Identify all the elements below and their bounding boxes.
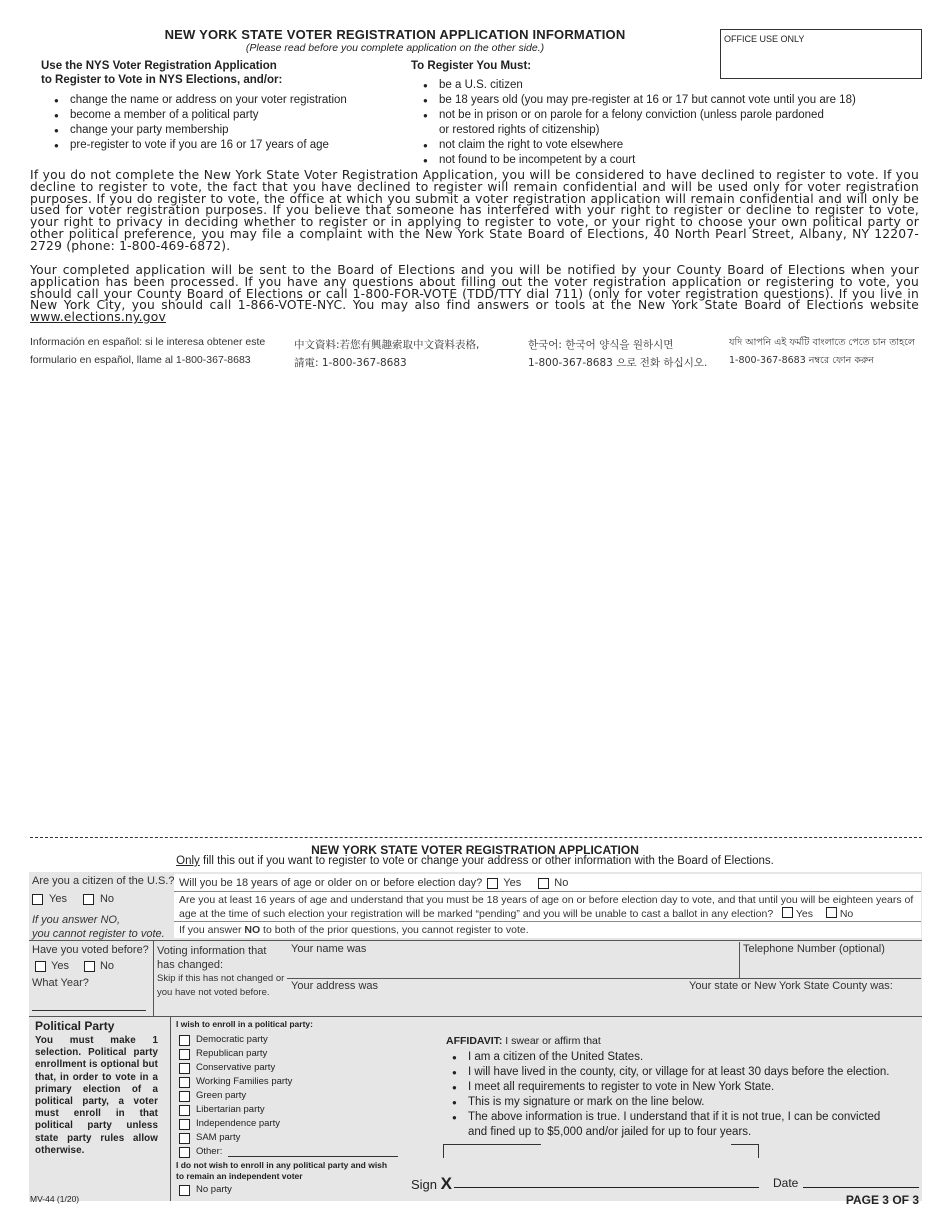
party-list <box>179 1033 398 1159</box>
citizen-no-checkbox[interactable] <box>83 894 94 905</box>
lang-spanish-line-1: Información en español: si le interesa obtener este <box>30 336 266 348</box>
affidavit-item: ● I meet all requirements to register to vote in New York State. <box>450 1080 889 1095</box>
citizen-question: Are you a citizen of the U.S.? <box>32 875 175 887</box>
voted-options <box>35 960 114 972</box>
party-option <box>179 1061 398 1075</box>
party-option <box>179 1103 398 1117</box>
must-item: ● be 18 years old (you may pre-register at 16 or 17 but cannot vote until you are 18) <box>421 93 856 108</box>
party-checkbox[interactable] <box>179 1077 190 1088</box>
party-option <box>179 1131 398 1145</box>
no-enroll-line-1: I do not wish to enroll in any political party and wish <box>176 1160 388 1170</box>
must-heading: To Register You Must: <box>411 60 532 72</box>
skip-note <box>157 972 284 1000</box>
party-note: You must make 1 selection. Political party enrollment is optional but that, in order to vote in a primary election of a political party, a voter must enroll in that political party unless state party rules allow otherwise. <box>35 1035 158 1156</box>
use-item: ● change your party membership <box>52 123 347 138</box>
must-item: ● not be in prison or on parole for a felony conviction (unless parole pardoned <box>421 108 856 123</box>
field-divider <box>287 978 921 979</box>
party-checkbox[interactable] <box>179 1049 190 1060</box>
party-option <box>179 1089 398 1103</box>
lang-spanish-line-2: formulario en español, llame al 1-800-367-8683 <box>30 354 251 366</box>
what-year-input[interactable] <box>32 1010 146 1011</box>
party-label: SAM party <box>196 1132 241 1143</box>
citizen-note-line-1: If you answer NO, <box>32 914 121 926</box>
sign-label-text: Sign <box>411 1177 438 1192</box>
no-enroll-heading <box>176 1160 387 1181</box>
party-checkbox[interactable] <box>179 1105 190 1116</box>
party-label: Democratic party <box>196 1034 268 1045</box>
use-heading-line-1: Use the NYS Voter Registration Application <box>41 60 277 72</box>
form-subtitle <box>0 855 950 867</box>
age-yes-checkbox[interactable] <box>487 878 498 889</box>
affidavit-item: ● The above information is true. I understand that if it is not true, I can be convicted <box>450 1110 889 1125</box>
use-item: ● pre-register to vote if you are 16 or 17 years of age <box>52 138 347 153</box>
party-option <box>179 1033 398 1047</box>
processing-paragraph <box>30 265 919 324</box>
party-label: Independence party <box>196 1118 280 1129</box>
cut-line <box>30 837 922 838</box>
lang-bengali-line-1: যদি আপনি এই ফর্মটি বাংলাতে পেতে চান তাহলে <box>729 337 915 348</box>
party-label: Republican party <box>196 1048 268 1059</box>
party-label: Libertarian party <box>196 1104 265 1115</box>
party-label: Conservative party <box>196 1062 276 1073</box>
citizen-options <box>32 893 114 905</box>
other-party-input[interactable] <box>228 1147 398 1157</box>
must-item: ● not found to be incompetent by a court <box>421 153 856 168</box>
date-line[interactable] <box>803 1187 919 1188</box>
no-party-label: No party <box>196 1184 232 1195</box>
privacy-paragraph: If you do not complete the New York State Voter Registration Application, you will be considered to have declined to register to vote. If you decline to register to vote, the fact that you have declined to register will remain confidential and will be used only for voter registration purposes. If you do register to vote, the office at which you submit a voter registration application will remain confidential and will only be used for voter registration purposes. If you believe that someone has interfered with your right to register or decline to register to vote, your right to privacy in deciding whether to register or in applying to register to vote, or your right to choose your own political party or other political preference, you may file a complaint with the New York State Board of Elections, 40 North Pearl Street, Albany, NY 12207-2729 (phone: 1-800-469-6872). <box>30 168 919 253</box>
age16-yes-label: Yes <box>795 908 813 920</box>
no-both-note-pre: If you answer <box>179 924 245 936</box>
voting-info-line-2: has changed: <box>157 959 224 971</box>
age16-no-checkbox[interactable] <box>826 907 837 918</box>
info-title: NEW YORK STATE VOTER REGISTRATION APPLICATION INFORMATION <box>164 27 626 42</box>
use-heading-line-2: to Register to Vote in NYS Elections, and/or: <box>41 73 283 86</box>
voted-yes-checkbox[interactable] <box>35 961 46 972</box>
lang-chinese-line-1: 中文資料:若您有興趣索取中文資料表格, <box>294 339 480 351</box>
affidavit-item-continued-text: and fined up to $5,000 and/or jailed for up to four years. <box>468 1126 752 1138</box>
age16-question-text: Are you at least 16 years of age and understand that you must be 18 years of age on or before election day to vote, and that until you will be eighteen years of age at the time of such election your registration will be marked “pending” and you will be unable to cast a ballot in any election? <box>179 894 914 920</box>
voting-info-line-1: Voting information that <box>157 945 267 957</box>
party-option <box>179 1117 398 1131</box>
column-divider <box>170 1017 171 1201</box>
what-year-label: What Year? <box>32 977 89 989</box>
date-label: Date <box>773 1176 799 1190</box>
affidavit-list <box>450 1050 889 1140</box>
must-item-continued <box>421 123 856 138</box>
office-use-label: OFFICE USE ONLY <box>724 34 805 44</box>
name-was-label: Your name was <box>291 943 367 955</box>
voted-question: Have you voted before? <box>32 944 149 956</box>
form-code: MV-44 (1/20) <box>30 1194 80 1204</box>
phone-label: Telephone Number (optional) <box>743 943 885 955</box>
must-list <box>421 78 856 168</box>
column-divider <box>153 941 154 1016</box>
age16-yes-checkbox[interactable] <box>782 907 793 918</box>
party-label: Working Families party <box>196 1076 293 1087</box>
affidavit-heading <box>446 1035 601 1047</box>
affidavit-heading-bold: AFFIDAVIT: <box>446 1035 503 1047</box>
no-both-note <box>179 924 529 936</box>
lang-chinese-line-2: 請電: 1-800-367-8683 <box>294 357 407 369</box>
citizen-no-label: No <box>99 893 115 905</box>
affidavit-item: ● I will have lived in the county, city, or village for at least 30 days before the election. <box>450 1065 889 1080</box>
party-heading: Political Party <box>35 1019 115 1033</box>
party-checkbox[interactable] <box>179 1119 190 1130</box>
no-enroll-line-2: to remain an independent voter <box>176 1170 303 1181</box>
citizen-note <box>32 913 165 941</box>
affidavit-heading-rest: I swear or affirm that <box>502 1035 601 1047</box>
other-party-checkbox[interactable] <box>179 1147 190 1158</box>
must-item-continued-text: or restored rights of citizenship) <box>439 124 600 136</box>
signature-corner-left <box>443 1144 541 1158</box>
signature-corner-right <box>731 1144 759 1158</box>
party-checkbox[interactable] <box>179 1063 190 1074</box>
use-item: ● change the name or address on your voter registration <box>52 93 347 108</box>
voted-no-label: No <box>99 960 115 972</box>
office-use-box <box>720 29 922 79</box>
lang-korean-line-1: 한국어: 한국어 양식을 원하시면 <box>528 339 674 351</box>
skip-note-line-2: you have not voted before. <box>157 987 270 998</box>
age-no-checkbox[interactable] <box>538 878 549 889</box>
processing-text: Your completed application will be sent to the Board of Elections and you will be notified by your County Board of Elections when your application has been processed. If you have any questions about filling out the voter registration application or registering to vote, you should call your County Board of Elections or call 1-800-FOR-VOTE (TDD/TTY dial 711) (only for voter registration questions). If you live in New York City, you should call 1-866-VOTE-NYC. You may also find answers or tools at the New York State Board of Elections website <box>30 263 919 313</box>
no-both-note-bold: NO <box>244 924 261 936</box>
party-label: Green party <box>196 1090 247 1101</box>
no-party-checkbox[interactable] <box>179 1185 190 1196</box>
form-title: NEW YORK STATE VOTER REGISTRATION APPLICATION <box>311 843 639 857</box>
lang-chinese <box>294 336 479 372</box>
affidavit-item: ● This is my signature or mark on the line below. <box>450 1095 889 1110</box>
signature-line[interactable] <box>454 1187 759 1188</box>
party-checkbox[interactable] <box>179 1035 190 1046</box>
info-subtitle: (Please read before you complete application on the other side.) <box>245 42 545 54</box>
state-county-label: Your state or New York State County was: <box>689 980 893 992</box>
age16-question <box>179 894 919 921</box>
citizen-note-line-2: you cannot register to vote. <box>32 928 165 940</box>
age-divider <box>174 921 921 922</box>
address-was-label: Your address was <box>291 980 379 992</box>
affidavit-item: ● I am a citizen of the United States. <box>450 1050 889 1065</box>
lang-korean <box>528 336 707 372</box>
party-option-other <box>179 1145 398 1159</box>
age-yes-label: Yes <box>503 877 522 889</box>
age-no-label: No <box>554 877 569 889</box>
party-checkbox[interactable] <box>179 1133 190 1144</box>
age-question <box>179 877 568 889</box>
lang-bengali <box>729 334 915 370</box>
party-option <box>179 1075 398 1089</box>
sign-x-mark: X <box>440 1174 452 1193</box>
no-both-note-post: to both of the prior questions, you cannot register to vote. <box>260 924 529 936</box>
other-party-label: Other: <box>196 1146 223 1157</box>
skip-note-line-1: Skip if this has not changed or <box>157 973 285 984</box>
must-item: ● be a U.S. citizen <box>421 78 856 93</box>
age-question-text: Will you be 18 years of age or older on or before election day? <box>179 877 483 889</box>
website-link[interactable]: www.elections.ny.gov <box>30 310 166 325</box>
sign-label <box>411 1174 452 1194</box>
use-heading <box>41 60 282 87</box>
voted-no-checkbox[interactable] <box>84 961 95 972</box>
voted-yes-label: Yes <box>51 960 69 972</box>
party-checkbox[interactable] <box>179 1091 190 1102</box>
lang-bengali-line-2: 1-800-367-8683 নম্বরে ফোন করুন <box>729 355 874 366</box>
citizen-yes-label: Yes <box>49 893 67 905</box>
lang-korean-line-2: 1-800-367-8683 으로 전화 하십시오. <box>528 357 708 369</box>
form-subtitle-only: Only <box>176 855 200 867</box>
form-subtitle-rest: fill this out if you want to register to vote or change your address or other information with the Board of Elections. <box>199 855 774 867</box>
page-number: PAGE 3 OF 3 <box>845 1193 919 1207</box>
must-item: ● not claim the right to vote elsewhere <box>421 138 856 153</box>
use-list <box>52 93 347 153</box>
voting-info-label <box>157 944 266 972</box>
age-divider <box>174 891 921 892</box>
affidavit-item-continued <box>450 1125 889 1140</box>
citizen-yes-checkbox[interactable] <box>32 894 43 905</box>
age16-no-label: No <box>839 908 854 920</box>
lang-spanish <box>30 333 265 369</box>
use-item: ● become a member of a political party <box>52 108 347 123</box>
no-party-option <box>179 1183 232 1197</box>
party-option <box>179 1047 398 1061</box>
enroll-heading: I wish to enroll in a political party: <box>176 1019 313 1029</box>
